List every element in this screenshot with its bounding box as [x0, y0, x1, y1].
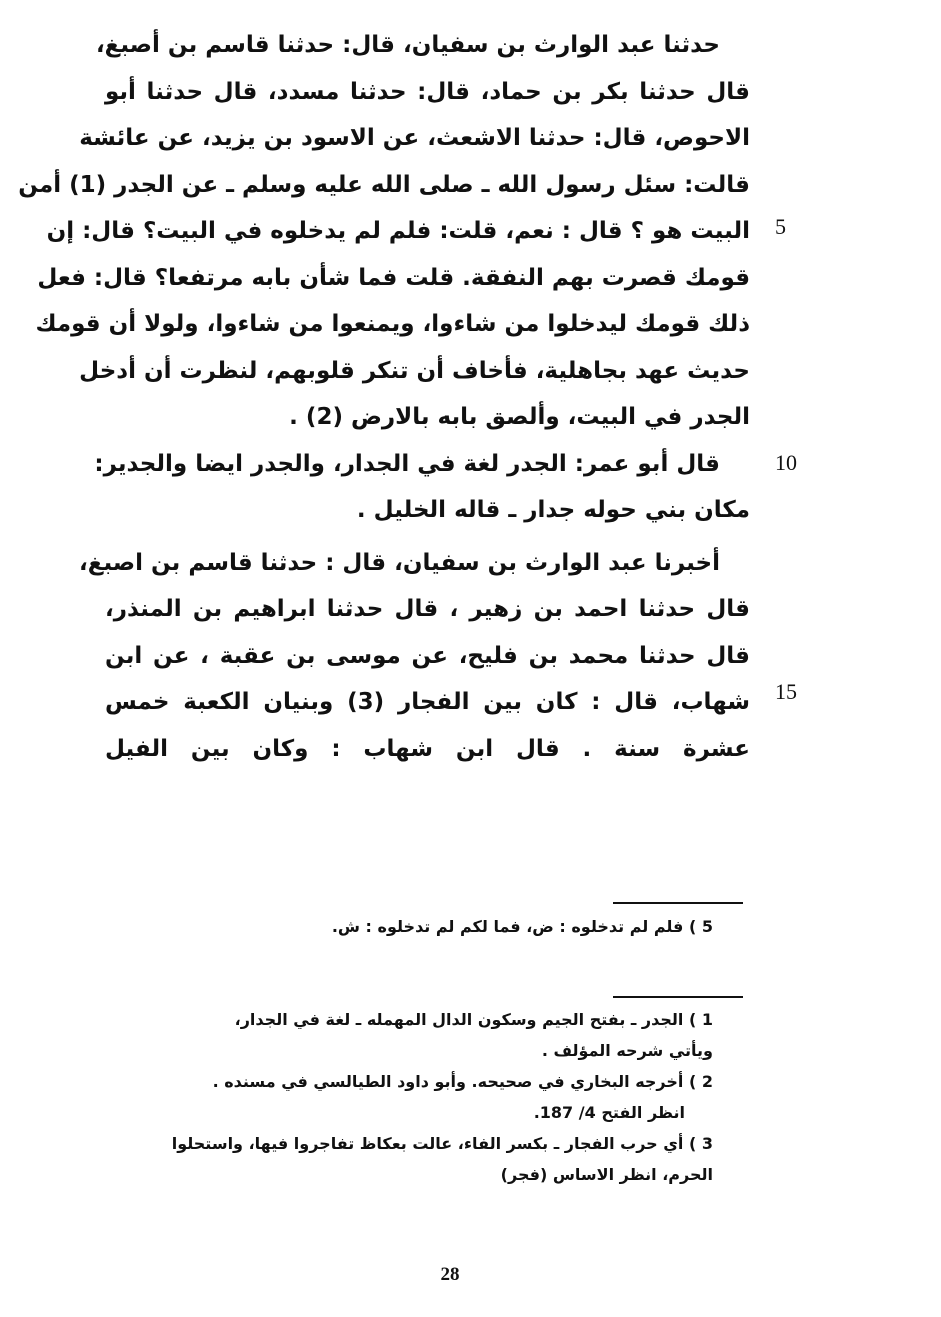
footnote-2 [113, 1066, 713, 1128]
text-line: قومك قصرت بهم النفقة. قلت فما شأن بابه مرتفعا؟ قال: فعل [37, 264, 750, 291]
text-line: مكان بني حوله جدار ـ قاله الخليل . [356, 497, 750, 523]
footnote-line: الحرم، انظر الاساس (فجر) [500, 1165, 713, 1184]
main-text [18, 22, 750, 772]
line-number: 5 [775, 214, 786, 239]
text-line: قال أبو عمر: الجدر لغة في الجدار، والجدر ايضا والجدير: [94, 450, 720, 477]
text-line: شهاب، قال : كان بين الفجار (3) وبنيان الكعبة خمس [105, 689, 750, 715]
footnote-line: 2 ) أخرجه البخاري في صحيحه. وأبو داود الطيالسي في مسنده . [212, 1072, 713, 1091]
footnotes [113, 1004, 713, 1190]
text-line: أخبرنا عبد الوارث بن سفيان، قال : حدثنا قاسم بن اصبغ، [79, 549, 720, 576]
text-line: الجدر في البيت، وألصق بابه بالارض (2) . [289, 404, 750, 430]
paragraph-2 [94, 441, 750, 534]
text-line: قال حدثنا احمد بن زهير ، قال حدثنا ابراهيم بن المنذر، [105, 596, 750, 622]
text-line: حديث عهد بجاهلية، فأخاف أن تنكر قلوبهم، لنظرت أن أدخل [79, 357, 750, 384]
variant-note [332, 911, 713, 942]
text-line: قال حدثنا محمد بن فليح، عن موسى بن عقبة ، عن ابن [105, 642, 750, 669]
footnote-line: انظر الفتح 4/ 187. [533, 1103, 685, 1122]
footnote-line: 1 ) الجدر ـ بفتح الجيم وسكون الدال المهمله ـ لغة في الجدار، [234, 1010, 713, 1029]
text-line: عشرة سنة . قال ابن شهاب : وكان بين الفيل [105, 735, 750, 762]
paragraph-1 [18, 22, 750, 441]
footnote-line: 3 ) أي حرب الفجار ـ بكسر الفاء، عالت بعكاظ تفاجروا فيها، واستحلوا [171, 1134, 713, 1153]
line-number: 15 [775, 679, 797, 704]
text-line: البيت هو ؟ قال : نعم، قلت: فلم لم يدخلوه في البيت؟ قال: إن [46, 218, 750, 244]
text-line: حدثنا عبد الوارث بن سفيان، قال: حدثنا قاسم بن أصبغ، [95, 32, 720, 58]
text-line: الاحوص، قال: حدثنا الاشعث، عن الاسود بن يزيد، عن عائشة [79, 125, 750, 151]
footnote-rule [613, 996, 743, 998]
text-line: ذلك قومك ليدخلوا من شاءوا، ويمنعوا من شاءوا، ولولا أن قومك [35, 311, 750, 337]
text-line: قال حدثنا بكر بن حماد، قال: حدثنا مسدد، قال حدثنا أبو [105, 78, 750, 105]
footnote-line: ويأتي شرحه المؤلف . [541, 1041, 713, 1060]
paragraph-3 [79, 540, 750, 773]
text-line: قالت: سئل رسول الله ـ صلى الله عليه وسلم ـ عن الجدر (1) أمن [18, 171, 750, 198]
page-number: 28 [440, 1264, 460, 1285]
variant-rule [613, 902, 743, 904]
variant-note-text: 5 ) فلم لم تدخلوه : ض، فما لكم لم تدخلوه : ش. [331, 917, 713, 936]
footnote-1 [113, 1004, 713, 1066]
line-number: 10 [775, 450, 797, 475]
footnote-3 [113, 1128, 713, 1190]
